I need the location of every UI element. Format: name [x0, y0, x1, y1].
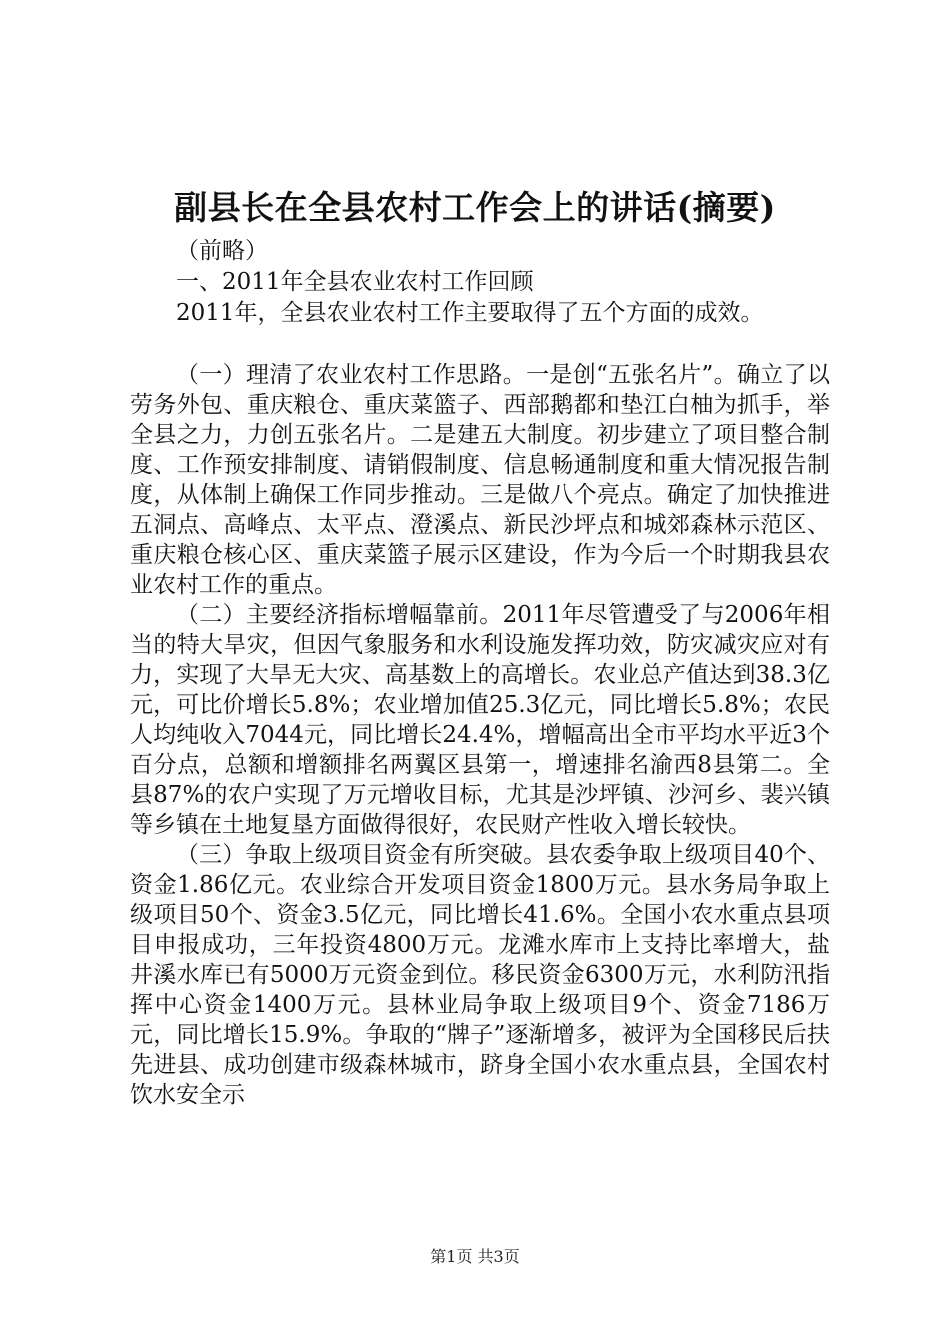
intro-sentence: 2011年，全县农业农村工作主要取得了五个方面的成效。: [176, 300, 764, 326]
preface-note: （前略）: [176, 238, 268, 264]
body-text: [130, 360, 830, 1110]
document-title: 副县长在全县农村工作会上的讲话(摘要): [174, 188, 776, 227]
paragraph-1: （一）理清了农业农村工作思路。一是创“五张名片”。确立了以劳务外包、重庆粮仓、重庆菜篮子、西部鹅都和垫江白柚为抓手，举全县之力，力创五张名片。二是建五大制度。初步建立了项目整合制度、工作预安排制度、请销假制度、信息畅通制度和重大情况报告制度，从体制上确保工作同步推动。三是做八个亮点。确定了加快推进五洞点、高峰点、太平点、澄溪点、新民沙坪点和城郊森林示范区、重庆粮仓核心区、重庆菜篮子展示区建设，作为今后一个时期我县农业农村工作的重点。: [130, 362, 830, 598]
paragraph-3: （三）争取上级项目资金有所突破。县农委争取上级项目40个、资金1.86亿元。农业综合开发项目资金1800万元。县水务局争取上级项目50个、资金3.5亿元，同比增长41.6%。全国小农水重点县项目申报成功，三年投资4800万元。龙滩水库市上支持比率增大，盐井溪水库已有5000万元资金到位。移民资金6300万元，水利防汛指挥中心资金1400万元。县林业局争取上级项目9个、资金7186万元，同比增长15.9%。争取的“牌子”逐渐增多，被评为全国移民后扶先进县、成功创建市级森林城市，跻身全国小农水重点县，全国农村饮水安全示: [130, 842, 830, 1108]
section-heading: 一、2011年全县农业农村工作回顾: [176, 269, 534, 295]
page-number-footer: 第1页 共3页: [430, 1247, 520, 1266]
paragraph-2: （二）主要经济指标增幅靠前。2011年尽管遭受了与2006年相当的特大旱灾，但因气象服务和水利设施发挥功效，防灾减灾应对有力，实现了大旱无大灾、高基数上的高增长。农业总产值达到38.3亿元，可比价增长5.8%；农业增加值25.3亿元，同比增长5.8%；农民人均纯收入7044元，同比增长24.4%，增幅高出全市平均水平近3个百分点，总额和增额排名两翼区县第一，增速排名渝西8县第二。全县87%的农户实现了万元增收目标，尤其是沙坪镇、沙河乡、裴兴镇等乡镇在土地复垦方面做得很好，农民财产性收入增长较快。: [130, 602, 830, 838]
